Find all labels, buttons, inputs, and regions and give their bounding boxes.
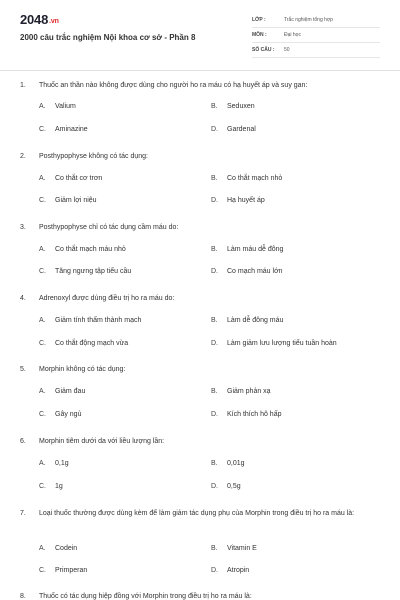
option-c[interactable]: [39, 567, 87, 574]
option-letter: A.: [39, 175, 46, 182]
option-d[interactable]: [211, 483, 241, 490]
question-number: 4.: [20, 295, 26, 302]
option-letter: B.: [211, 246, 218, 253]
option-d[interactable]: [211, 268, 283, 275]
option-letter: A.: [39, 545, 46, 552]
option-letter: C.: [39, 411, 46, 418]
option-a[interactable]: [39, 103, 76, 110]
option-letter: B.: [211, 317, 218, 324]
question-stem: [20, 294, 380, 304]
option-text: Co thắt động mạch vừa: [55, 340, 129, 347]
question-number: 2.: [20, 153, 26, 160]
option-b[interactable]: [211, 388, 271, 395]
option-b[interactable]: [211, 545, 257, 552]
option-letter: A.: [39, 460, 46, 467]
option-text: 1g: [55, 483, 63, 490]
option-d[interactable]: [211, 126, 256, 133]
meta-value: Đại học: [284, 32, 301, 38]
option-a[interactable]: [39, 388, 85, 395]
option-d[interactable]: [211, 567, 249, 574]
question-stem: [20, 223, 380, 233]
option-letter: B.: [211, 103, 218, 110]
option-text: Giảm đau: [55, 388, 86, 395]
question-number: 5.: [20, 366, 26, 373]
option-letter: A.: [39, 103, 46, 110]
question-number: 8.: [20, 593, 26, 600]
option-c[interactable]: [39, 197, 97, 204]
option-a[interactable]: [39, 246, 126, 253]
question-stem: [20, 365, 380, 375]
option-a[interactable]: [39, 317, 141, 324]
option-letter: D.: [211, 567, 218, 574]
option-letter: C.: [39, 483, 46, 490]
option-c[interactable]: [39, 268, 131, 275]
question-text: Posthypophyse không có tác dụng:: [39, 153, 148, 160]
option-letter: D.: [211, 197, 218, 204]
question-number: 6.: [20, 438, 26, 445]
option-text: Primperan: [55, 567, 88, 574]
question-stem: [20, 81, 380, 91]
option-text: 0,5g: [227, 483, 241, 490]
option-text: 0,01g: [227, 460, 245, 467]
option-text: Aminazine: [55, 126, 88, 133]
option-text: Co mạch máu lớn: [227, 268, 283, 275]
question-text: Posthypophyse chỉ có tác dụng cầm máu do:: [39, 224, 179, 231]
logo-text: 2048: [20, 12, 49, 27]
option-a[interactable]: [39, 460, 69, 467]
option-text: Vitamin E: [227, 545, 257, 552]
meta-value: 50: [284, 47, 290, 53]
question-number: 1.: [20, 82, 26, 89]
meta-label: MÔN :: [252, 32, 267, 38]
option-letter: A.: [39, 388, 46, 395]
option-text: Giảm phản xạ: [227, 388, 271, 395]
meta-label: LỚP :: [252, 17, 266, 23]
option-letter: A.: [39, 246, 46, 253]
option-text: Co thắt mạch máu nhỏ: [55, 246, 126, 253]
option-letter: B.: [211, 388, 218, 395]
option-d[interactable]: [211, 411, 281, 418]
option-text: Co thắt mạch nhỏ: [227, 175, 283, 182]
option-text: Atropin: [227, 567, 250, 574]
option-b[interactable]: [211, 246, 283, 253]
option-text: Giảm tính thấm thành mạch: [55, 317, 142, 324]
option-d[interactable]: [211, 197, 265, 204]
option-letter: D.: [211, 268, 218, 275]
option-text: Làm máu dễ đông: [227, 246, 284, 253]
option-letter: C.: [39, 340, 46, 347]
option-c[interactable]: [39, 340, 128, 347]
option-b[interactable]: [211, 175, 282, 182]
option-letter: C.: [39, 268, 46, 275]
option-c[interactable]: [39, 483, 63, 490]
question-text: Adrenoxyl được dùng điều trị ho ra máu do:: [39, 295, 175, 302]
option-d[interactable]: [211, 340, 337, 347]
option-letter: C.: [39, 126, 46, 133]
option-text: Valium: [55, 103, 76, 110]
option-letter: A.: [39, 317, 46, 324]
question-text: Loại thuốc thường được dùng kèm để làm giảm tác dụng phụ của Morphin trong điều trị ho ra máu là:: [39, 510, 355, 517]
option-letter: C.: [39, 567, 46, 574]
option-text: Làm dễ đông máu: [227, 317, 284, 324]
option-text: 0,1g: [55, 460, 69, 467]
option-letter: D.: [211, 411, 218, 418]
option-letter: B.: [211, 545, 218, 552]
option-c[interactable]: [39, 126, 88, 133]
question-text: Morphin không có tác dụng:: [39, 366, 126, 373]
option-a[interactable]: [39, 175, 102, 182]
question-number: 7.: [20, 510, 26, 517]
option-text: Gây ngủ: [55, 411, 82, 418]
option-b[interactable]: [211, 103, 255, 110]
option-text: Giảm lợi niệu: [55, 197, 97, 204]
question-stem: [20, 152, 380, 162]
option-c[interactable]: [39, 411, 81, 418]
option-text: Kích thích hô hấp: [227, 411, 282, 418]
meta-value: Trắc nghiệm tổng hợp: [284, 17, 333, 23]
option-text: Codein: [55, 545, 78, 552]
option-text: Co thắt cơ trơn: [55, 175, 103, 182]
question-text: Morphin tiêm dưới da với liều lượng lần:: [39, 438, 165, 445]
question-number: 3.: [20, 224, 26, 231]
option-letter: D.: [211, 126, 218, 133]
option-text: Làm giảm lưu lượng tiểu tuần hoàn: [227, 340, 337, 347]
question-stem: [20, 509, 380, 519]
option-text: Hạ huyết áp: [227, 197, 265, 204]
question-stem: [20, 592, 380, 600]
meta-label: SỐ CÂU :: [252, 47, 275, 53]
option-letter: B.: [211, 460, 218, 467]
option-a[interactable]: [39, 545, 77, 552]
question-stem: [20, 437, 380, 447]
question-text: Thuốc an thần nào không được dùng cho người ho ra máu có hạ huyết áp và suy gan:: [39, 82, 308, 89]
option-text: Tăng ngưng tập tiểu cầu: [55, 268, 132, 275]
option-letter: D.: [211, 483, 218, 490]
option-letter: B.: [211, 175, 218, 182]
document-title: 2000 câu trắc nghiệm Nội khoa cơ sở - Phần 8: [20, 33, 196, 42]
logo-tld: .vn: [49, 18, 59, 25]
question-text: Thuốc có tác dụng hiệp đồng với Morphin trong điều trị ho ra máu là:: [39, 593, 252, 600]
option-text: Seduxen: [227, 103, 255, 110]
option-b[interactable]: [211, 317, 283, 324]
option-text: Gardenal: [227, 126, 256, 133]
option-b[interactable]: [211, 460, 245, 467]
option-letter: C.: [39, 197, 46, 204]
option-letter: D.: [211, 340, 218, 347]
